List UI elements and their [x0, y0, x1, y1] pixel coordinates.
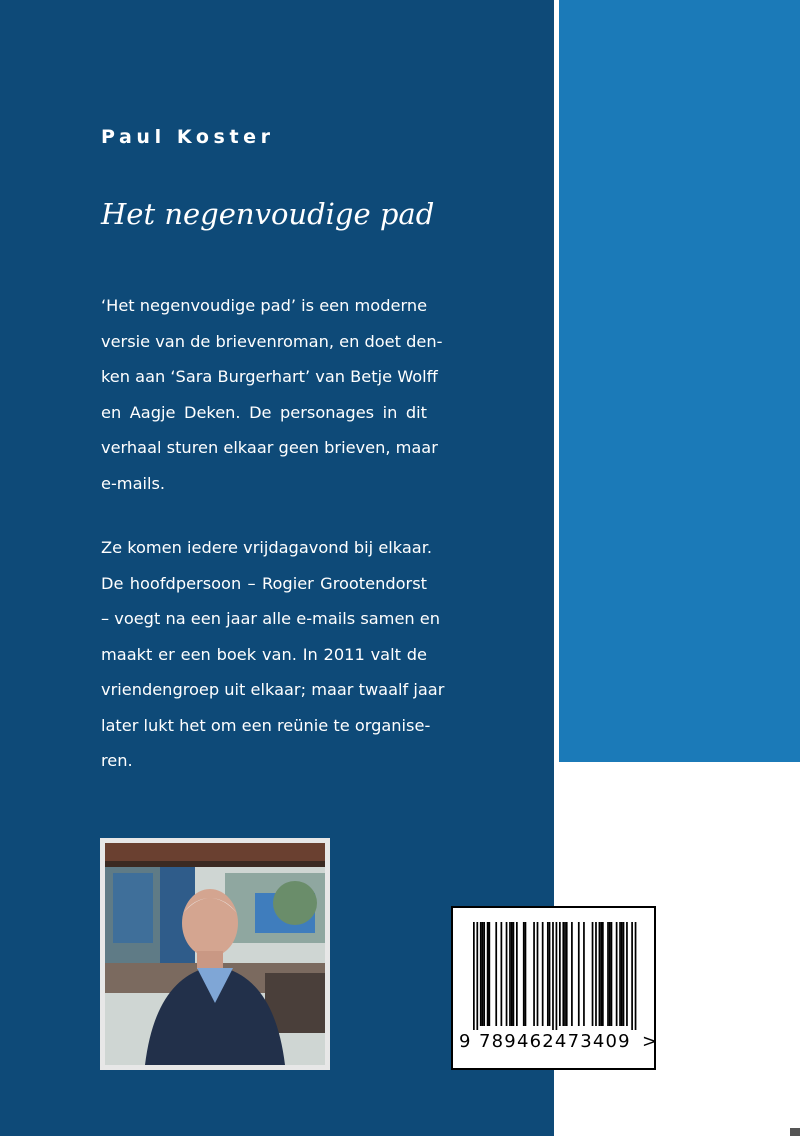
barcode-bar: [473, 922, 475, 1030]
blurb-line: en Aagje Deken. De personages in dit: [101, 402, 427, 422]
cover-accent-block: [559, 0, 800, 762]
blurb-paragraph-1: [101, 288, 443, 501]
barcode-bar: [482, 922, 484, 1026]
barcode-bar: [525, 922, 527, 1026]
blurb-line: later lukt het om een reünie te organise-: [101, 715, 431, 735]
barcode-bar: [607, 922, 609, 1026]
barcode-bar: [616, 922, 618, 1026]
author-photo-frame: [100, 838, 330, 1070]
barcode-bar: [623, 922, 625, 1026]
barcode-bar: [631, 922, 633, 1030]
barcode-bar: [516, 922, 518, 1026]
barcode-bar: [542, 922, 544, 1026]
barcode-bar: [495, 922, 497, 1026]
barcode-bar: [602, 922, 604, 1026]
isbn-barcode: [451, 906, 659, 1070]
trim-mark: [790, 1128, 800, 1136]
blurb-line: Ze komen iedere vrijdagavond bij elkaar.: [101, 538, 433, 557]
barcode-bar: [556, 922, 558, 1030]
barcode-bar: [476, 922, 478, 1030]
blurb-line: verhaal sturen elkaar geen brieven, maar: [101, 438, 438, 457]
barcode-bar: [480, 922, 482, 1026]
barcode-bar: [487, 922, 489, 1026]
blurb-paragraph-2: [101, 530, 445, 779]
barcode-bar: [483, 922, 485, 1026]
barcode-bar: [547, 922, 549, 1026]
blurb-line: – voegt na een jaar alle e-mails samen en: [101, 609, 441, 628]
author-photo: [105, 843, 325, 1065]
blurb-line: ken aan ‘Sara Burgerhart’ van Betje Wolff: [101, 367, 438, 386]
barcode-bar: [562, 922, 564, 1026]
blurb-line: De hoofdpersoon – Rogier Grootendorst: [101, 573, 427, 593]
barcode-bar: [509, 922, 511, 1026]
barcode-bar: [599, 922, 601, 1026]
isbn-first-digit: 9: [459, 1031, 472, 1052]
blurb-line: e-mails.: [101, 473, 166, 493]
barcode-bar: [566, 922, 568, 1026]
barcode-bar: [511, 922, 513, 1026]
barcode-bar: [552, 922, 554, 1030]
blurb-line: ren.: [101, 751, 133, 770]
blurb-line: versie van de brievenroman, en doet den-: [101, 331, 443, 351]
barcode-bar: [626, 922, 628, 1026]
barcode-bar: [611, 922, 613, 1026]
barcode-bar: [619, 922, 621, 1026]
barcode-bar: [506, 922, 508, 1026]
book-title: Het negenvoudige pad: [101, 197, 435, 231]
barcode-bar: [513, 922, 515, 1026]
blurb-line: vriendengroep uit elkaar; maar twaalf jaar: [101, 680, 445, 699]
barcode-bar: [583, 922, 585, 1026]
barcode-bar: [635, 922, 637, 1030]
isbn-digits: 789462473409: [479, 1031, 631, 1052]
barcode-bar: [600, 922, 602, 1026]
barcode-bar: [533, 922, 535, 1026]
author-name: Paul Koster: [101, 126, 275, 148]
barcode-bar: [592, 922, 594, 1026]
barcode-bars: [453, 908, 654, 1030]
barcode-bar: [488, 922, 490, 1026]
barcode-bar: [559, 922, 561, 1026]
isbn-arrow: >: [642, 1031, 659, 1052]
barcode-bar: [537, 922, 539, 1026]
barcode-bar: [621, 922, 623, 1026]
barcode-bar: [523, 922, 525, 1026]
barcode-bar: [571, 922, 573, 1026]
blurb-line: ‘Het negenvoudige pad’ is een moderne: [101, 296, 428, 315]
barcode-bar: [578, 922, 580, 1026]
barcode-bar: [595, 922, 597, 1026]
barcode-bar: [609, 922, 611, 1026]
barcode-bar: [501, 922, 503, 1026]
blurb-line: maakt er een boek van. In 2011 valt de: [101, 644, 427, 664]
barcode-bar: [564, 922, 566, 1026]
barcode-bar: [549, 922, 551, 1026]
